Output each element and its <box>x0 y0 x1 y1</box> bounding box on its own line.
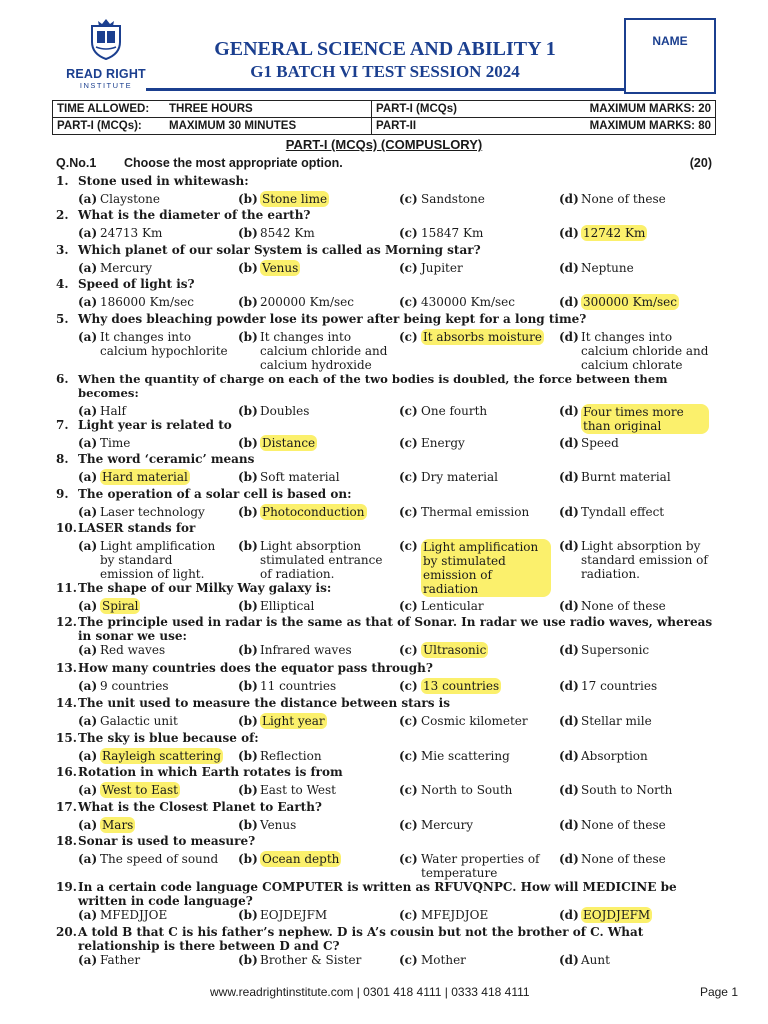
option-d[interactable]: (d) 300000 Km/sec <box>559 295 677 309</box>
time-allowed-value: THREE HOURS <box>165 101 372 118</box>
question-item: 20. A told B that C is his father’s nephew. D is A’s cousin but not the brother of C. What relationship is there between D and C? (a) Father (b) Brother & Sister (c) Mother (d) Aunt <box>56 925 716 969</box>
question-text: How many countries does the equator pass through? <box>78 661 433 675</box>
question-text: Why does bleaching powder lose its power after being kept for a long time? <box>78 312 587 326</box>
option-c[interactable]: (c) Mercury <box>399 818 474 832</box>
header-rule <box>146 88 624 91</box>
question-text: What is the Closest Planet to Earth? <box>78 800 322 814</box>
question-text: The unit used to measure the distance between stars is <box>78 696 450 710</box>
footer-contact[interactable]: www.readrightinstitute.com | 0301 418 4111 | 0333 418 4111 <box>210 985 530 999</box>
option-a[interactable]: (a) Galactic unit <box>78 714 178 728</box>
option-a[interactable]: (a) Claystone <box>78 192 160 206</box>
answer-highlight: Venus <box>262 261 299 275</box>
option-b[interactable]: (b) Distance <box>238 436 316 450</box>
option-b[interactable]: (b) Light year <box>238 714 325 728</box>
option-a[interactable]: (a) Mercury <box>78 261 153 275</box>
option-c[interactable]: (c) MFEJDJOE <box>399 908 489 922</box>
answer-highlight: Ocean depth <box>262 852 340 866</box>
question-text: The word ‘ceramic’ means <box>78 452 255 466</box>
part1-time-value: MAXIMUM 30 MINUTES <box>165 118 372 135</box>
answer-highlight: West to East <box>102 783 179 797</box>
answer-highlight: Mars <box>102 818 134 832</box>
option-b[interactable]: (b) Elliptical <box>238 599 315 613</box>
option-d[interactable]: (d) Burnt material <box>559 470 671 484</box>
option-b[interactable]: (b) Infrared waves <box>238 643 352 657</box>
option-d[interactable]: (d) None of these <box>559 852 666 866</box>
part2-marks: MAXIMUM MARKS: 80 <box>512 118 716 135</box>
question-text: Speed of light is? <box>78 277 195 291</box>
part1-time-label: PART-I (MCQs): <box>53 118 166 135</box>
option-b[interactable]: (b) 8542 Km <box>238 226 315 240</box>
option-a[interactable]: (a) Mars <box>78 818 134 832</box>
option-a[interactable]: (a) It changes into calcium hypochlorite <box>78 330 228 358</box>
option-b[interactable]: (b) EOJDEJFM <box>238 908 328 922</box>
option-b[interactable]: (b) Light absorption stimulated entrance of radiation. <box>238 539 383 581</box>
option-b[interactable]: (b) Photoconduction <box>238 505 365 519</box>
question-text: Light year is related to <box>78 418 232 432</box>
option-a[interactable]: (a) MFEDJJOE <box>78 908 168 922</box>
option-d[interactable]: (d) None of these <box>559 599 666 613</box>
option-d[interactable]: (d) It changes into calcium chloride and calcium chlorate <box>559 330 709 372</box>
option-a[interactable]: (a) The speed of sound <box>78 852 219 866</box>
option-c[interactable]: (c) Water properties of temperature <box>399 852 540 880</box>
answer-highlight: Light year <box>262 714 325 728</box>
paper-subtitle: G1 BATCH VI TEST SESSION 2024 <box>250 62 520 81</box>
option-d[interactable]: (d) None of these <box>559 192 666 206</box>
option-a[interactable]: (a) West to East <box>78 783 179 797</box>
option-c[interactable]: (c) 15847 Km <box>399 226 484 240</box>
option-d[interactable]: (d) Speed <box>559 436 619 450</box>
logo-subtitle: INSTITUTE <box>79 81 133 90</box>
option-c[interactable]: (c) Dry material <box>399 470 498 484</box>
option-d[interactable]: (d) 12742 Km <box>559 226 646 240</box>
question-item: 10. LASER stands for (a) Light amplification by standard emission of light. (b) Light absorption stimulated entrance of radiation. (c) Light amplification by stimulated emission of radiation (d) Light absorption by standard emission of radiation. <box>56 521 716 583</box>
question-text: When the quantity of charge on each of the two bodies is doubled, the force between them becomes: <box>78 372 668 400</box>
question-text: The operation of a solar cell is based on: <box>78 487 352 501</box>
question-item: 13. How many countries does the equator pass through? (a) 9 countries (b) 11 countries (c) 13 countries (d) 17 countries <box>56 661 716 695</box>
option-a[interactable]: (a) Red waves <box>78 643 166 657</box>
option-c[interactable]: (c) Jupiter <box>399 261 463 275</box>
answer-highlight: 300000 Km/sec <box>583 295 677 309</box>
question-text: The sky is blue because of: <box>78 731 259 745</box>
answer-highlight: Rayleigh scattering <box>102 749 222 763</box>
question-item: 18. Sonar is used to measure? (a) The speed of sound (b) Ocean depth (c) Water properties of temperature (d) None of these <box>56 834 716 882</box>
option-b[interactable]: (b) Stone lime <box>238 192 328 206</box>
option-a[interactable]: (a) Time <box>78 436 131 450</box>
question-text: Which planet of our solar System is called as Morning star? <box>78 243 481 257</box>
question-item: 12. The principle used in radar is the same as that of Sonar. In radar we use radio waves, whereas in sonar we use: (a) Red waves (b) Infrared waves (c) Ultrasonic (d) Supersonic <box>56 615 716 659</box>
question-item: 5. Why does bleaching powder lose its power after being kept for a long time? (a) It changes into calcium hypochlorite (b) It changes into calcium chloride and calcium hydroxide (c) It absorbs moisture (d) It changes into calcium chloride and calcium chlorate <box>56 312 716 374</box>
option-c[interactable]: (c) Light amplification by stimulated emission of radiation <box>399 539 551 597</box>
question-item: 14. The unit used to measure the distance between stars is (a) Galactic unit (b) Light year (c) Cosmic kilometer (d) Stellar mile <box>56 696 716 730</box>
section-heading: PART-I (MCQs) (COMPUSLORY) <box>285 137 483 152</box>
option-d[interactable]: (d) Stellar mile <box>559 714 652 728</box>
answer-highlight: EOJDJEFM <box>583 908 651 922</box>
question-text: The shape of our Milky Way galaxy is: <box>78 581 332 595</box>
option-c[interactable]: (c) Mother <box>399 953 466 967</box>
part1-label: PART-I (MCQs) <box>372 101 512 118</box>
option-d[interactable]: (d) 17 countries <box>559 679 658 693</box>
option-b[interactable]: (b) Doubles <box>238 404 310 418</box>
option-c[interactable]: (c) Lenticular <box>399 599 484 613</box>
logo-name: READ RIGHT <box>66 67 146 81</box>
question-header <box>56 156 716 170</box>
question-item: 7. Light year is related to (a) Time (b) Distance (c) Energy (d) Speed <box>56 418 716 452</box>
question-item: 8. The word ‘ceramic’ means (a) Hard material (b) Soft material (c) Dry material (d) Burnt material <box>56 452 716 486</box>
option-a[interactable]: (a) Spiral <box>78 599 139 613</box>
answer-highlight: 12742 Km <box>583 226 646 240</box>
answer-highlight: 13 countries <box>423 679 500 693</box>
question-item: 17. What is the Closest Planet to Earth? (a) Mars (b) Venus (c) Mercury (d) None of these <box>56 800 716 834</box>
option-c[interactable]: (c) 13 countries <box>399 679 500 693</box>
part2-label: PART-II <box>372 118 512 135</box>
option-c[interactable]: (c) Ultrasonic <box>399 643 487 657</box>
part1-marks: MAXIMUM MARKS: 20 <box>512 101 716 118</box>
option-a[interactable]: (a) Hard material <box>78 470 188 484</box>
option-a[interactable]: (a) Light amplification by standard emission of light. <box>78 539 216 581</box>
answer-highlight: Light amplification by stimulated emission of radiation <box>421 539 551 597</box>
option-d[interactable]: (d) Four times more than original <box>559 404 709 434</box>
option-c[interactable]: (c) One fourth <box>399 404 488 418</box>
question-item: 9. The operation of a solar cell is based on: (a) Laser technology (b) Photoconduction (c) Thermal emission (d) Tyndall effect <box>56 487 716 521</box>
name-box[interactable] <box>624 18 716 94</box>
option-c[interactable]: (c) Thermal emission <box>399 505 530 519</box>
option-d[interactable]: (d) Neptune <box>559 261 634 275</box>
answer-highlight: Photoconduction <box>262 505 365 519</box>
question-item: 4. Speed of light is? (a) 186000 Km/sec (b) 200000 Km/sec (c) 430000 Km/sec (d) 300000 Km/sec <box>56 277 716 311</box>
option-c[interactable]: (c) 430000 Km/sec <box>399 295 515 309</box>
option-a[interactable]: (a) Half <box>78 404 126 418</box>
option-d[interactable]: (d) Absorption <box>559 749 648 763</box>
option-d[interactable]: (d) None of these <box>559 818 666 832</box>
answer-highlight: Spiral <box>102 599 139 613</box>
question-text: LASER stands for <box>78 521 196 535</box>
page-number: Page 1 <box>699 985 738 999</box>
option-b[interactable]: (b) Brother & Sister <box>238 953 362 967</box>
option-b[interactable]: (b) It changes into calcium chloride and calcium hydroxide <box>238 330 388 372</box>
question-text: Rotation in which Earth rotates is from <box>78 765 343 779</box>
option-c[interactable]: (c) Sandstone <box>399 192 485 206</box>
option-b[interactable]: (b) 11 countries <box>238 679 337 693</box>
question-text: Stone used in whitewash: <box>78 174 249 188</box>
option-b[interactable]: (b) Soft material <box>238 470 340 484</box>
option-c[interactable]: (c) Energy <box>399 436 465 450</box>
question-marks: (20) <box>689 156 712 170</box>
option-d[interactable]: (d) South to North <box>559 783 673 797</box>
question-item: 16. Rotation in which Earth rotates is from (a) West to East (b) East to West (c) North to South (d) South to North <box>56 765 716 799</box>
option-d[interactable]: (d) Supersonic <box>559 643 650 657</box>
question-item: 11. The shape of our Milky Way galaxy is: (a) Spiral (b) Elliptical (c) Lenticular (d) None of these <box>56 581 716 615</box>
option-a[interactable]: (a) Father <box>78 953 141 967</box>
answer-highlight: Ultrasonic <box>423 643 487 657</box>
option-b[interactable]: (b) Venus <box>238 261 299 275</box>
answer-highlight: It absorbs moisture <box>423 330 542 344</box>
option-b[interactable]: (b) East to West <box>238 783 337 797</box>
time-allowed-label: TIME ALLOWED: <box>53 101 166 118</box>
option-d[interactable]: (d) Light absorption by standard emission of radiation. <box>559 539 708 581</box>
question-item: 15. The sky is blue because of: (a) Rayleigh scattering (b) Reflection (c) Mie scattering (d) Absorption <box>56 731 716 765</box>
answer-highlight: Hard material <box>102 470 188 484</box>
question-item: 19. In a certain code language COMPUTER is written as RFUVQNPC. How will MEDICINE be written in code language? (a) MFEDJJOE (b) EOJDEJFM (c) MFEJDJOE (d) EOJDJEFM <box>56 880 716 924</box>
question-text: What is the diameter of the earth? <box>78 208 311 222</box>
crest-icon <box>86 18 126 60</box>
option-d[interactable]: (d) EOJDJEFM <box>559 908 651 922</box>
institute-logo <box>66 18 146 90</box>
option-a[interactable]: (a) 24713 Km <box>78 226 163 240</box>
question-item: 6. When the quantity of charge on each of the two bodies is doubled, the force between them becomes: (a) Half (b) Doubles (c) One fourth (d) Four times more than original <box>56 372 716 434</box>
question-item: 1. Stone used in whitewash: (a) Claystone (b) Stone lime (c) Sandstone (d) None of these <box>56 174 716 208</box>
option-d[interactable]: (d) Aunt <box>559 953 610 967</box>
option-b[interactable]: (b) Reflection <box>238 749 322 763</box>
question-text: In a certain code language COMPUTER is written as RFUVQNPC. How will MEDICINE be written in code language? <box>78 880 677 908</box>
option-b[interactable]: (b) Venus <box>238 818 297 832</box>
option-c[interactable]: (c) Cosmic kilometer <box>399 714 528 728</box>
option-b[interactable]: (b) Ocean depth <box>238 852 340 866</box>
option-b[interactable]: (b) 200000 Km/sec <box>238 295 354 309</box>
option-c[interactable]: (c) Mie scattering <box>399 749 510 763</box>
answer-highlight: Stone lime <box>262 192 328 206</box>
option-d[interactable]: (d) Tyndall effect <box>559 505 665 519</box>
answer-highlight: Distance <box>262 436 316 450</box>
question-text: Sonar is used to measure? <box>78 834 256 848</box>
option-a[interactable]: (a) 9 countries <box>78 679 169 693</box>
option-a[interactable]: (a) Rayleigh scattering <box>78 749 222 763</box>
question-text: The principle used in radar is the same as that of Sonar. In radar we use radio waves, whereas in sonar we use: <box>78 615 713 643</box>
option-a[interactable]: (a) Laser technology <box>78 505 205 519</box>
question-item: 2. What is the diameter of the earth? (a) 24713 Km (b) 8542 Km (c) 15847 Km (d) 12742 Km <box>56 208 716 242</box>
question-item: 3. Which planet of our solar System is called as Morning star? (a) Mercury (b) Venus (c) Jupiter (d) Neptune <box>56 243 716 277</box>
question-text: A told B that C is his father’s nephew. D is A’s cousin but not the brother of C. What relationship is there between D and C? <box>78 925 644 953</box>
paper-title: GENERAL SCIENCE AND ABILITY 1 <box>214 38 556 60</box>
question-number: Q.No.1 <box>56 156 97 170</box>
header-titles <box>150 38 620 82</box>
option-c[interactable]: (c) North to South <box>399 783 513 797</box>
option-a[interactable]: (a) 186000 Km/sec <box>78 295 194 309</box>
info-table <box>52 100 716 135</box>
instruction: Choose the most appropriate option. <box>124 156 343 170</box>
option-c[interactable]: (c) It absorbs moisture <box>399 330 542 344</box>
name-label: NAME <box>652 34 688 48</box>
answer-highlight: Four times more than original <box>581 404 709 434</box>
